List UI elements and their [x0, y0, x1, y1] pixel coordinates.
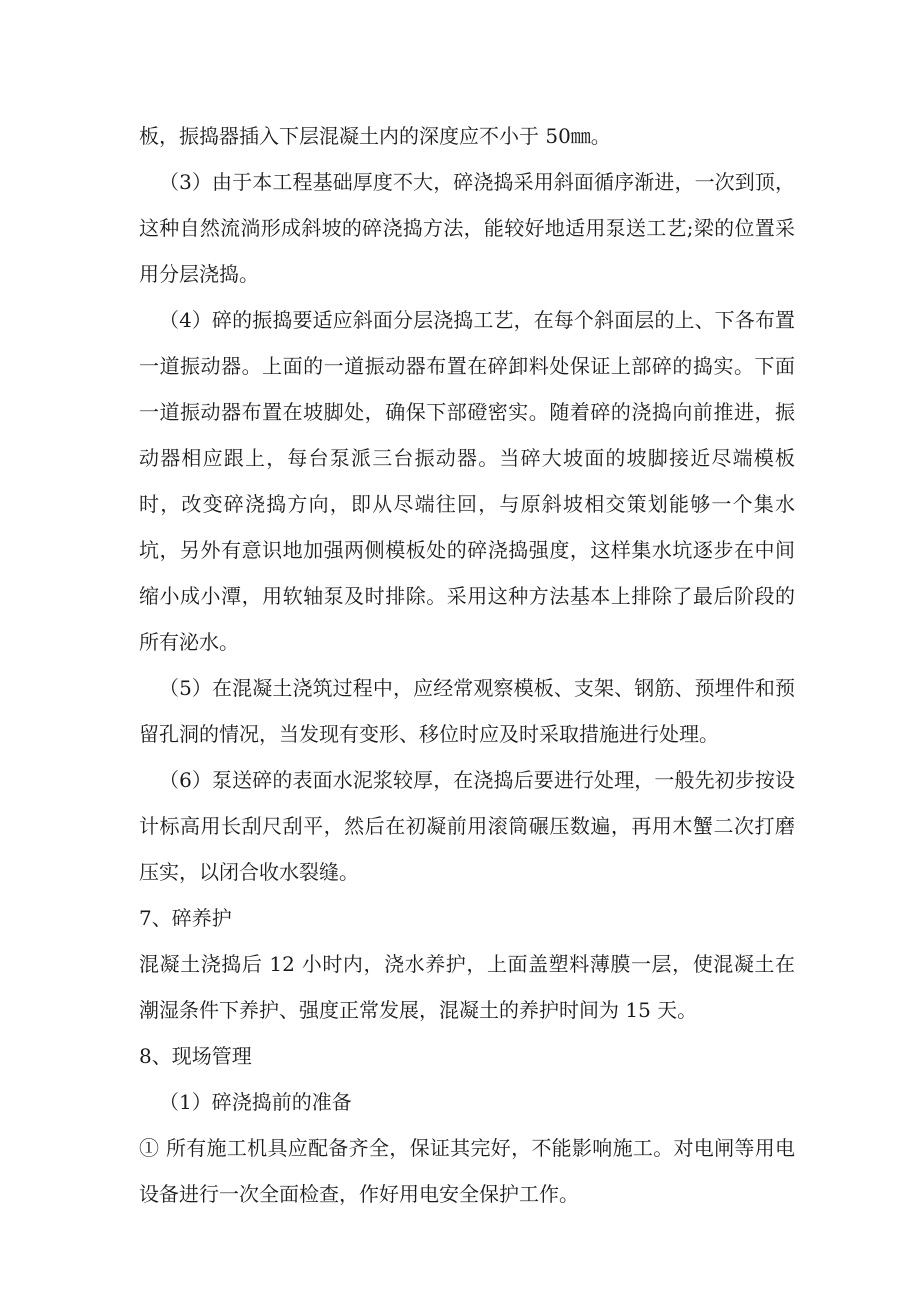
section-heading-7: 7、碎养护 — [139, 906, 232, 930]
paragraph-continuation: 板，振捣器插入下层混凝土内的深度应不小于 50㎜。 — [139, 124, 611, 148]
paragraph-item-6: （6）泵送碎的表面水泥浆较厚，在浇捣后要进行处理，一般先初步按设计标高用长刮尺刮平，然后在初凝前用滚筒碾压数遍，再用木蟹二次打磨压实，以闭合收水裂缝。 — [139, 768, 795, 884]
paragraph-item-4: （4）碎的振捣要适应斜面分层浇捣工艺，在每个斜面层的上、下各布置一道振动器。上面的一道振动器布置在碎卸料处保证上部碎的捣实。下面一道振动器布置在坡脚处，确保下部磴密实。随着碎的浇捣向前推进，振动器相应跟上，每台泵派三台振动器。当碎大坡面的坡脚接近尽端模板时，改变碎浇捣方向，即从尽端往回，与原斜坡相交策划能够一个集水坑，另外有意识地加强两侧模板处的碎浇捣强度，这样集水坑逐步在中间缩小成小潭，用软轴泵及时排除。采用这种方法基本上排除了最后阶段的所有泌水。 — [139, 308, 795, 654]
section-heading-8: 8、现场管理 — [139, 1044, 252, 1068]
paragraph-curing: 混凝土浇捣后 12 小时内，浇水养护，上面盖塑料薄膜一层，使混凝土在潮湿条件下养护、强度正常发展，混凝土的养护时间为 15 天。 — [139, 952, 795, 1022]
document-body — [139, 113, 795, 1217]
subsection-heading-8-1: （1）碎浇捣前的准备 — [159, 1090, 352, 1114]
paragraph-item-5: （5）在混凝土浇筑过程中，应经常观察模板、支架、钢筋、预埋件和预留孔洞的情况，当发现有变形、移位时应及时采取措施进行处理。 — [139, 676, 795, 746]
paragraph-item-circled-1: ① 所有施工机具应配备齐全，保证其完好，不能影响施工。对电闸等用电设备进行一次全面检查，作好用电安全保护工作。 — [139, 1136, 795, 1206]
paragraph-item-3: （3）由于本工程基础厚度不大，碎浇捣采用斜面循序渐进，一次到顶，这种自然流淌形成斜坡的碎浇捣方法，能较好地适用泵送工艺;梁的位置采用分层浇捣。 — [139, 170, 795, 286]
